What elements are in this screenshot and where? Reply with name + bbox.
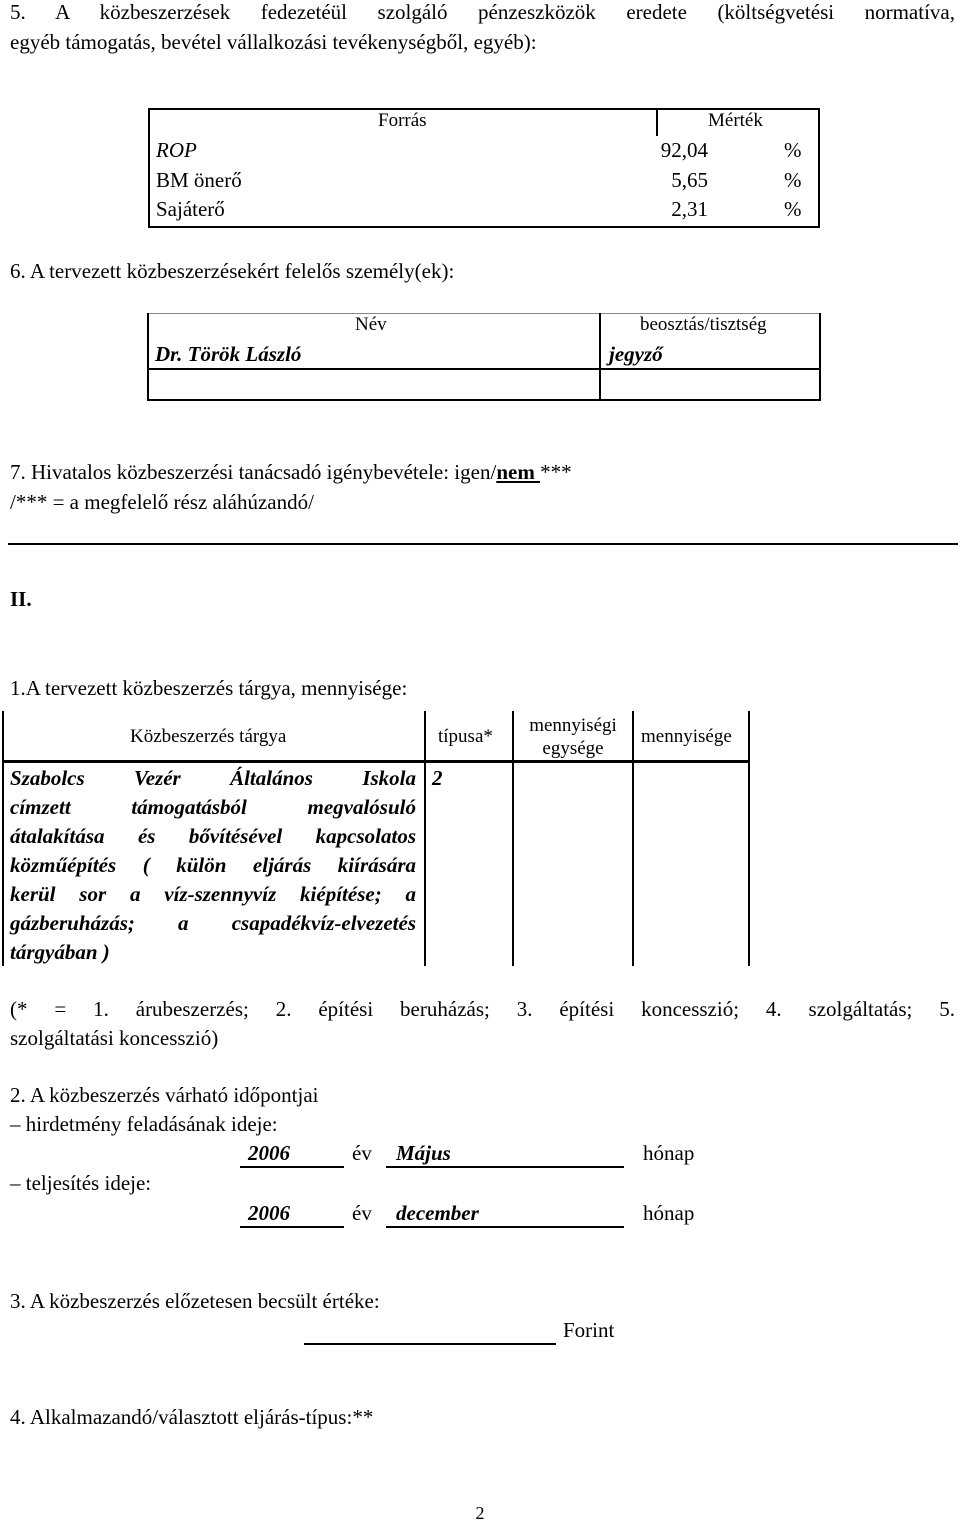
- funding-unit-3: %: [784, 197, 802, 221]
- completion-year-word: év: [352, 1201, 372, 1225]
- col-unit-header-line1: mennyiségi: [529, 715, 617, 736]
- notice-month: Május: [396, 1141, 451, 1165]
- page-number: 2: [475, 1503, 485, 1523]
- funding-unit-2: %: [784, 168, 802, 192]
- funding-unit-1: %: [784, 138, 802, 162]
- completion-month: december: [396, 1201, 479, 1225]
- subject-line: Szabolcs Vezér Általános Iskola: [10, 766, 416, 790]
- subject-heading: 1.A tervezett közbeszerzés tárgya, mennyisége:: [10, 676, 408, 700]
- col-quantity-header: mennyisége: [641, 726, 732, 747]
- notice-year-word: év: [352, 1141, 372, 1165]
- procurement-subject-table: [0, 711, 960, 966]
- advisor-asterisks: ***: [540, 460, 572, 484]
- col-source-header: Forrás: [378, 110, 427, 131]
- col-type-header: típusa*: [438, 726, 493, 747]
- section5-heading-cont: egyéb támogatás, bevétel vállalkozási tevékenységből, egyéb):: [10, 30, 537, 54]
- notice-month-word: hónap: [643, 1141, 695, 1165]
- part2-label: II.: [10, 587, 32, 611]
- responsible-persons-table: [147, 313, 821, 401]
- section5-heading: 5. A közbeszerzések fedezetéül szolgáló pénzeszközök eredete (költségvetési normatíva,: [10, 0, 955, 24]
- advisor-answer-nem: nem: [496, 460, 541, 484]
- completion-month-word: hónap: [643, 1201, 695, 1225]
- subject-cell: [10, 764, 416, 967]
- col-unit-header-line2: egysége: [542, 738, 604, 759]
- person-position: jegyző: [609, 342, 663, 366]
- estimate-currency: Forint: [563, 1318, 615, 1342]
- col-unit-header: [514, 714, 632, 760]
- subject-line-last: tárgyában ): [10, 940, 110, 964]
- funding-value-3: 2,31: [671, 197, 708, 221]
- funding-source-2: BM önerő: [156, 168, 242, 192]
- dates-heading: 2. A közbeszerzés várható időpontjai: [10, 1083, 319, 1107]
- funding-value-2: 5,65: [671, 168, 708, 192]
- subject-line: gázberuházás; a csapadékvíz-elvezetés: [10, 911, 416, 935]
- col-name-header: Név: [355, 314, 387, 335]
- section-divider: [8, 543, 958, 545]
- advisor-question: 7. Hivatalos közbeszerzési tanácsadó igénybevétele: igen/: [10, 460, 497, 484]
- section6-heading: 6. A tervezett közbeszerzésekért felelős személy(ek):: [10, 259, 455, 283]
- completion-year: 2006: [248, 1201, 290, 1225]
- type-legend: (* = 1. árubeszerzés; 2. építési beruházás; 3. építési koncesszió; 4. szolgáltatás; 5.: [10, 997, 955, 1021]
- type-legend-cont: szolgáltatási koncesszió): [10, 1026, 219, 1050]
- notice-year: 2006: [248, 1141, 290, 1165]
- funding-value-1: 92,04: [660, 138, 708, 162]
- estimate-heading: 3. A közbeszerzés előzetesen becsült értéke:: [10, 1289, 380, 1313]
- section7-line: [10, 457, 572, 487]
- col-measure-header: Mérték: [708, 110, 763, 131]
- col-position-header: beosztás/tisztség: [640, 314, 767, 335]
- funding-source-3: Sajáterő: [156, 197, 225, 221]
- completion-label: – teljesítés ideje:: [10, 1171, 152, 1195]
- subject-line: átalakítása és bővítésével kapcsolatos: [10, 824, 416, 848]
- subject-line: címzett támogatásból megvalósuló: [10, 795, 416, 819]
- notice-label: – hirdetmény feladásának ideje:: [10, 1112, 278, 1136]
- type-cell: 2: [432, 766, 443, 790]
- estimate-value-blank: [304, 1315, 556, 1345]
- procedure-heading: 4. Alkalmazandó/választott eljárás-típus:**: [10, 1405, 374, 1429]
- funding-table: [148, 108, 820, 228]
- subject-line: közműépítés ( külön eljárás kiírására: [10, 853, 416, 877]
- subject-line: kerül sor a víz-szennyvíz kiépítése; a: [10, 882, 416, 906]
- section7-note: /*** = a megfelelő rész aláhúzandó/: [10, 490, 314, 514]
- funding-source-1: ROP: [156, 138, 197, 162]
- col-subject-header: Közbeszerzés tárgya: [130, 726, 287, 747]
- person-name: Dr. Török László: [155, 342, 302, 366]
